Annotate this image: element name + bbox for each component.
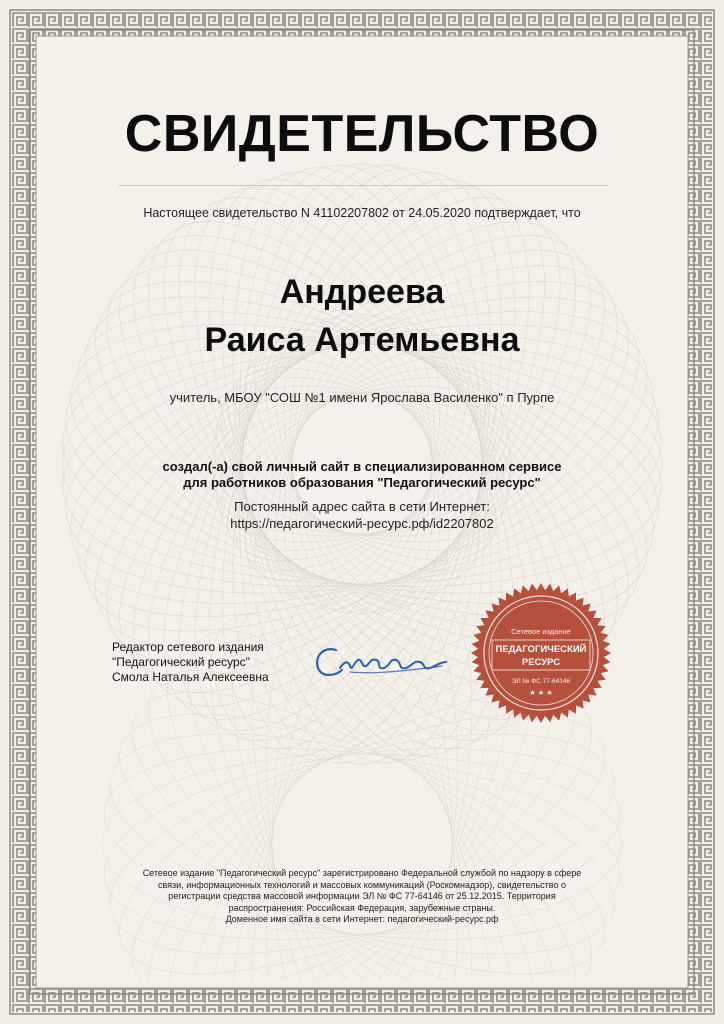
editor-line-3: Смола Наталья Алексеевна — [112, 670, 269, 684]
seal-main-line-2: РЕСУРС — [521, 657, 561, 668]
seal-stars: ★ ★ ★ — [529, 689, 553, 697]
editor-line-2: "Педагогический ресурс" — [112, 655, 250, 669]
recipient-given-names: Раиса Артемьевна — [204, 321, 520, 359]
seal-registration: ЭЛ № ФС 77-64146 — [511, 678, 571, 685]
seal-top-text: Сетевое издание — [511, 627, 571, 636]
seal-main-line-1: ПЕДАГОГИЧЕСКИЙ — [495, 644, 587, 655]
footer-line-3: регистрации средства массовой информации ЭЛ № ФС 77-64146 от 25.12.2015. Территория — [168, 891, 556, 901]
footer-line-5: Доменное имя сайта в сети Интернет: педагогический-ресурс.рф — [225, 914, 499, 924]
editor-line-1: Редактор сетевого издания — [112, 640, 264, 654]
site-address-url: https://педагогический-ресурс.рф/id2207802 — [230, 516, 494, 531]
footer-line-4: распространения: Российская Федерация, зарубежные страны. — [228, 902, 496, 913]
achievement-line-1: создал(-а) свой личный сайт в специализированном сервисе — [162, 459, 562, 474]
editor-block — [112, 640, 269, 685]
certificate-title: СВИДЕТЕЛЬСТВО — [124, 105, 600, 163]
achievement-text — [0, 459, 724, 491]
editor-signature — [310, 628, 450, 688]
legal-footer — [96, 868, 628, 926]
site-address — [0, 498, 724, 532]
publication-seal — [470, 582, 612, 724]
footer-line-1: Сетевое издание "Педагогический ресурс" зарегистрировано Федеральной службой по надзору в сфере — [142, 868, 582, 878]
site-address-label: Постоянный адрес сайта в сети Интернет: — [234, 499, 490, 514]
footer-line-2: связи, информационных технологий и массовых коммуникаций (Роскомнадзор), свидетельство о — [157, 879, 566, 890]
achievement-line-2: для работников образования "Педагогический ресурс" — [183, 475, 541, 490]
recipient-surname: Андреева — [279, 273, 445, 311]
certificate-intro: Настоящее свидетельство N 41102207802 от 24.05.2020 подтверждает, что — [143, 206, 581, 220]
recipient-position: учитель, МБОУ "СОШ №1 имени Ярослава Василенко" п Пурпе — [169, 390, 555, 405]
title-divider — [118, 185, 608, 186]
